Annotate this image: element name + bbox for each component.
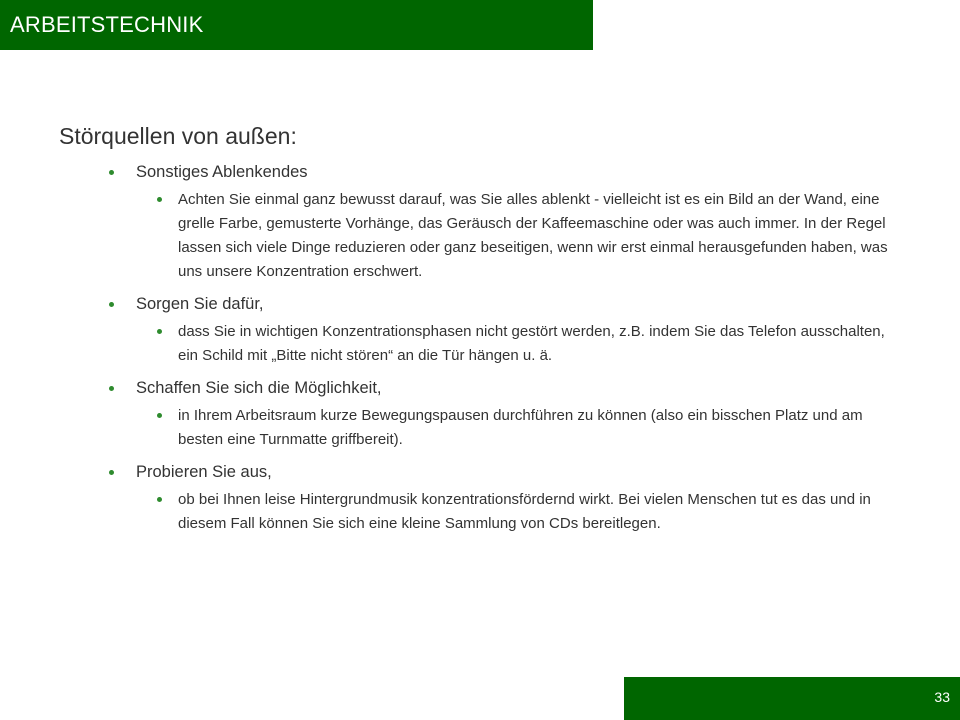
bullet-dot-icon <box>109 386 114 391</box>
bullet-dot-icon <box>109 170 114 175</box>
section-detail: in Ihrem Arbeitsraum kurze Bewegungspausen durchführen zu können (also ein bisschen Platz und am besten eine Turnmatte griffbereit). <box>178 407 863 448</box>
section-heading: Sonstiges Ablenkendes <box>136 163 308 181</box>
bullet-dot-icon <box>157 197 162 202</box>
bullet-dot-icon <box>157 497 162 502</box>
footer-bar <box>624 677 960 720</box>
section-heading: Schaffen Sie sich die Möglichkeit, <box>136 379 382 397</box>
bullet-level1 <box>59 377 909 399</box>
bullet-level2 <box>59 188 908 284</box>
page-number: 33 <box>934 689 950 705</box>
header-bar <box>0 0 593 50</box>
bullet-level2 <box>59 320 908 368</box>
bullet-dot-icon <box>157 413 162 418</box>
section-detail: Achten Sie einmal ganz bewusst darauf, was Sie alles ablenkt - vielleicht ist es ein Bild an der Wand, eine grelle Farbe, gemusterte Vorhänge, das Geräusch der Kaffeemaschine oder was auch immer. In der Regel lassen sich viele Dinge reduzieren oder ganz beseitigen, wenn wir erst einmal herausgefunden haben, was uns unsere Konzentration erschwert. <box>178 191 888 280</box>
header-title: ARBEITSTECHNIK <box>10 12 204 37</box>
slide-content <box>59 122 909 545</box>
section-schaffen <box>59 377 909 452</box>
bullet-level2 <box>59 404 908 452</box>
section-sorgen <box>59 293 909 368</box>
section-probieren <box>59 461 909 536</box>
slide-title: Störquellen von außen: <box>59 123 297 149</box>
section-heading: Sorgen Sie dafür, <box>136 295 264 313</box>
bullet-level1 <box>59 161 909 183</box>
bullet-dot-icon <box>109 470 114 475</box>
section-heading: Probieren Sie aus, <box>136 463 272 481</box>
bullet-level2 <box>59 488 908 536</box>
section-detail: ob bei Ihnen leise Hintergrundmusik konzentrationsfördernd wirkt. Bei vielen Menschen tut es das und in diesem Fall können Sie sich eine kleine Sammlung von CDs bereitlegen. <box>178 491 871 532</box>
bullet-level1 <box>59 461 909 483</box>
bullet-level1 <box>59 293 909 315</box>
section-detail: dass Sie in wichtigen Konzentrationsphasen nicht gestört werden, z.B. indem Sie das Telefon ausschalten, ein Schild mit „Bitte nicht stören“ an die Tür hängen u. ä. <box>178 323 885 364</box>
bullet-dot-icon <box>157 329 162 334</box>
section-sonstiges <box>59 161 909 284</box>
bullet-dot-icon <box>109 302 114 307</box>
